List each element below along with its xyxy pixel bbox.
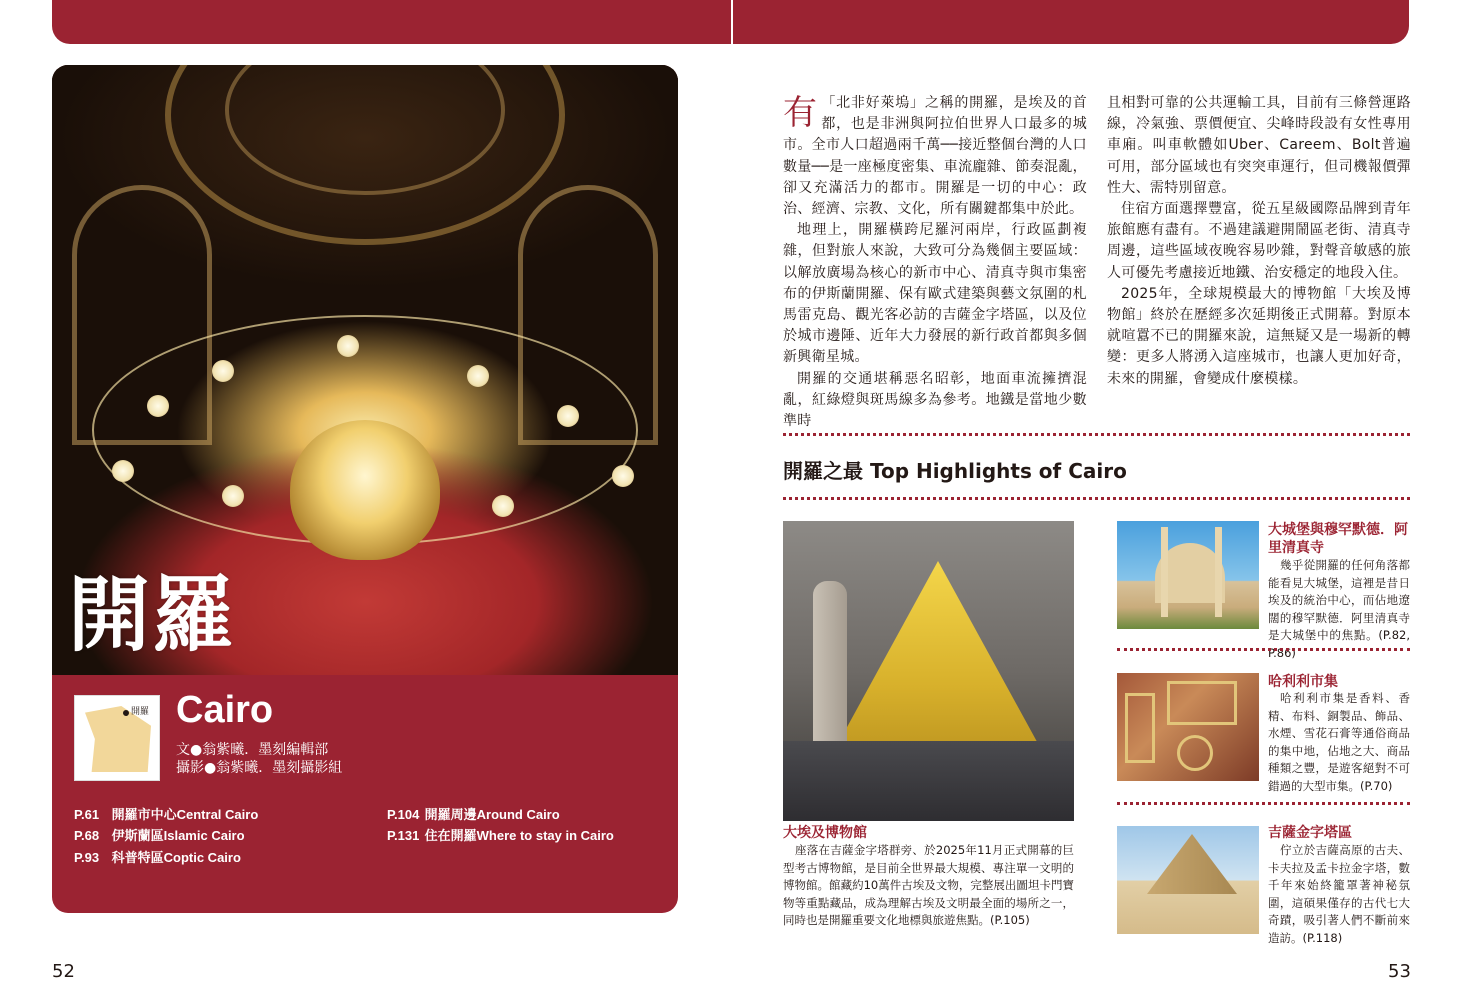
giza-pyramids-photo (1117, 826, 1259, 934)
highlight-title: 大埃及博物館 (783, 825, 867, 841)
highlight-body: 哈利利市集是香料、香精、布料、銅製品、飾品、水煙、雪花石膏等通俗商品的集中地，佔地之大、商品種類之豐，是遊客絕對不可錯過的大型市集。(P.70) (1268, 691, 1410, 793)
toc-item[interactable]: P.61 開羅市中心Central Cairo (74, 807, 259, 822)
mosque-interior-photo (52, 65, 678, 675)
top-color-bar-right (733, 0, 1409, 44)
highlight-title: 大城堡與穆罕默德．阿里清真寺 (1268, 522, 1408, 556)
page-number-right: 53 (1388, 961, 1411, 982)
intro-column-2 (1107, 93, 1411, 390)
credit-photo: 攝影●翁紫曦．墨刻攝影組 (176, 760, 343, 776)
chapter-opener-panel (52, 65, 678, 913)
page-number-left: 52 (52, 961, 75, 982)
toc-item[interactable]: P.68 伊斯蘭區Islamic Cairo (74, 828, 245, 843)
divider (783, 497, 1410, 500)
toc-item[interactable]: P.104 開羅周邊Around Cairo (387, 807, 560, 822)
intro-column-1: 有 「北非好萊塢」之稱的開羅，是埃及的首都，也是非洲與阿拉伯世界人口最多的城市。全市人口超過兩千萬──接近整個台灣的人口數量──是一座極度密集、車流龐雜、節奏混亂，卻又充滿活力的都市。開羅是一切的中心：政治、經濟、宗教、文化，所有關鍵都集中於此。 地理上，開羅橫跨尼羅河兩岸，行政區劃複雜，但對旅人來說，大致可分為幾個主要區域：以解放廣場為核心的新市中心、清真寺與市集密布的伊斯蘭開羅、保有歐式建築與藝文氛圍的札馬雷克島、觀光客必訪的吉薩金字塔區，以及位於城市邊陲、近年大力發展的新行政首都與多個新興衛星城。 開羅的交通堪稱惡名昭彰，地面車流擁擠混亂，紅綠燈與斑馬線多為參考。地鐵是當地少數準時 (783, 93, 1087, 432)
toc-item[interactable]: P.131 住在開羅Where to stay in Cairo (387, 828, 614, 843)
toc-item[interactable]: P.93 科普特區Coptic Cairo (74, 850, 241, 865)
divider (1117, 648, 1410, 651)
paragraph: 住宿方面選擇豐富，從五星級國際品牌到青年旅館應有盡有。不過建議避開鬧區老街、清真寺周邊，這些區域夜晚容易吵雜，對聲音敏感的旅人可優先考慮接近地鐵、治安穩定的地段入住。 (1107, 201, 1411, 281)
divider (783, 433, 1410, 436)
dropcap: 有 (783, 93, 818, 133)
highlight-body: 佇立於吉薩高原的古夫、卡夫拉及孟卡拉金字塔，數千年來始終籠罩著神秘氛圍，這碩果僅存的古代七大奇蹟，吸引著人們不斷前來造訪。(P.118) (1268, 843, 1410, 945)
map-marker-icon (123, 710, 129, 716)
paragraph: 開羅的交通堪稱惡名昭彰，地面車流擁擠混亂，紅綠燈與斑馬線多為參考。地鐵是當地少數準時 (783, 370, 1087, 430)
grand-egyptian-museum-photo (783, 521, 1074, 821)
highlight-body: 幾乎從開羅的任何角落都能看見大城堡，這裡是昔日埃及的統治中心，而佔地遼闊的穆罕默德．阿里清真寺是大城堡中的焦點。(P.82, P.86) (1268, 558, 1410, 660)
chapter-title-en: Cairo (176, 689, 274, 731)
citadel-mosque-photo (1117, 521, 1259, 629)
highlight-body: 座落在吉薩金字塔群旁、於2025年11月正式開幕的巨型考古博物館，是目前全世界最大規模、專注單一文明的博物館。館藏約10萬件古埃及文物，完整展出圖坦卡門寶物等重點藏品，成為理解古埃及文明最全面的場所之一，同時也是開羅重要文化地標與旅遊焦點。(P.105) (783, 843, 1074, 928)
chapter-title-cn: 開羅 (68, 567, 237, 663)
khan-el-khalili-photo (1117, 673, 1259, 781)
paragraph: 且相對可靠的公共運輸工具，目前有三條營運路線，冷氣強、票價便宜、尖峰時段設有女性專用車廂。叫車軟體如Uber、Careem、Bolt普遍可用，部分區域也有突突車運行，但司機報價彈性大、需特別留意。 (1107, 95, 1411, 196)
paragraph: 地理上，開羅橫跨尼羅河兩岸，行政區劃複雜，但對旅人來說，大致可分為幾個主要區域：以解放廣場為核心的新市中心、清真寺與市集密布的伊斯蘭開羅、保有歐式建築與藝文氛圍的札馬雷克島、觀光客必訪的吉薩金字塔區，以及位於城市邊陲、近年大力發展的新行政首都與多個新興衛星城。 (783, 222, 1087, 366)
highlight-title: 吉薩金字塔區 (1268, 825, 1352, 841)
credit-text: 文●翁紫曦．墨刻編輯部 (176, 742, 329, 758)
highlights-heading: 開羅之最 Top Highlights of Cairo (783, 459, 1127, 483)
top-color-bar-left (52, 0, 731, 44)
location-map (74, 695, 160, 781)
divider (1117, 802, 1410, 805)
paragraph: 2025年，全球規模最大的博物館「大埃及博物館」終於在歷經多次延期後正式開幕。對原本就喧囂不已的開羅來說，這無疑又是一場新的轉變：更多人將湧入這座城市，也讓人更加好奇，未來的開羅，會變成什麼模樣。 (1107, 285, 1411, 387)
highlight-title: 哈利利市集 (1268, 674, 1338, 690)
map-label: 開羅 (131, 707, 150, 717)
